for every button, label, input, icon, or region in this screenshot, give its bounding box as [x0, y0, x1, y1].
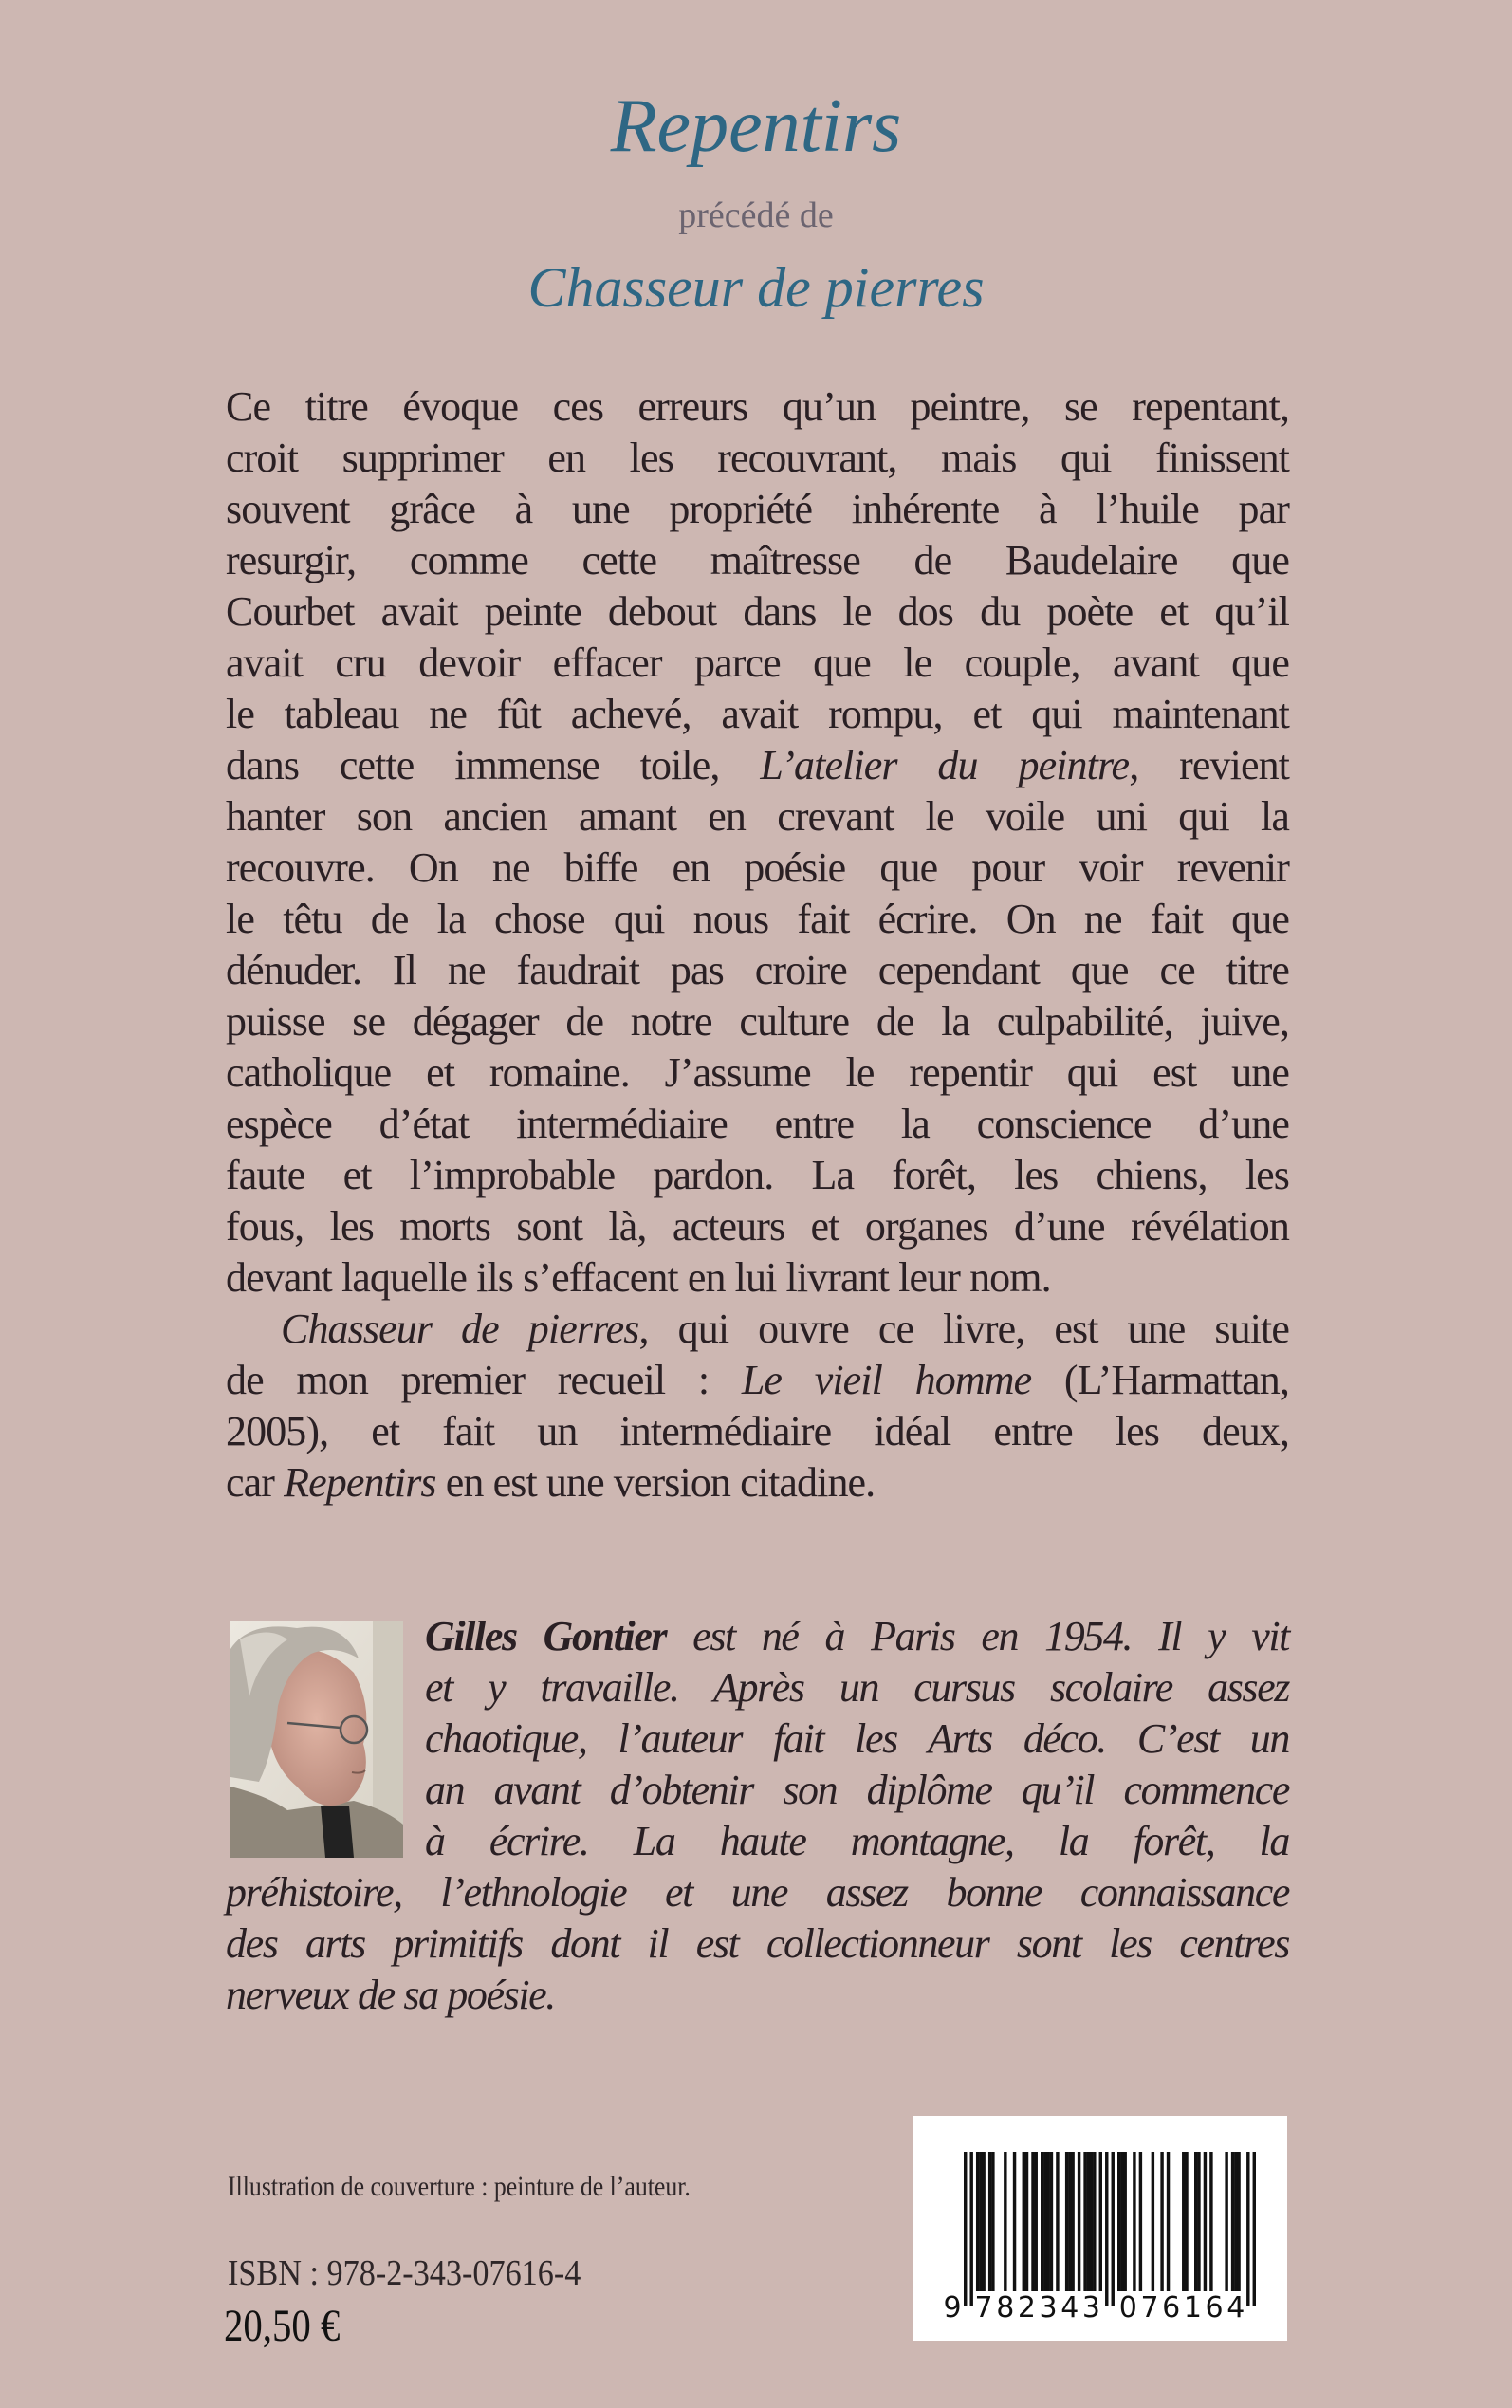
barcode-bar	[1090, 2152, 1093, 2291]
text-segment: (L’Harmattan,	[1031, 1357, 1290, 1403]
text-line	[226, 1457, 1289, 1509]
barcode-bar	[1123, 2152, 1126, 2291]
blurb-paragraph	[226, 381, 1289, 1304]
italic-title: Chasseur de pierres	[281, 1306, 639, 1352]
text-segment: Courbet avait peinte debout dans le dos du poète et qu’il	[226, 588, 1289, 635]
barcode-digit: 3	[1081, 2291, 1101, 2325]
barcode-bar	[1065, 2152, 1068, 2291]
text-segment: préhistoire, l’ethnologie et une assez bonne connaissance	[226, 1869, 1289, 1916]
barcode-bar	[1152, 2152, 1154, 2291]
barcode-bar	[969, 2152, 972, 2306]
barcode-bar	[1035, 2152, 1038, 2291]
barcode-bar	[1068, 2152, 1071, 2291]
barcode-bar	[988, 2152, 991, 2291]
barcode-bar	[1093, 2152, 1096, 2291]
barcode-bar	[1246, 2152, 1249, 2306]
text-line	[226, 484, 1289, 535]
barcode-bar	[1133, 2152, 1135, 2291]
barcode-bar	[1023, 2152, 1025, 2291]
text-segment: , qui ouvre ce livre, est une suite	[638, 1306, 1289, 1352]
barcode-digit: 4	[1060, 2291, 1079, 2325]
text-line	[226, 740, 1289, 791]
barcode-bar	[1117, 2152, 1120, 2291]
price: 20,50 €	[224, 2301, 341, 2351]
author-bio	[226, 1611, 1289, 2021]
barcode-bar	[1087, 2152, 1090, 2291]
text-segment: et y travaille. Après un cursus scolaire assez	[425, 1664, 1289, 1711]
text-line	[226, 843, 1289, 894]
text-line	[425, 1662, 1289, 1713]
text-line	[226, 1099, 1289, 1150]
text-line	[226, 1355, 1289, 1406]
text-line	[226, 1406, 1289, 1457]
text-line	[226, 894, 1289, 945]
text-segment: fous, les morts sont là, acteurs et organes d’une révélation	[226, 1203, 1289, 1250]
text-line	[226, 433, 1289, 484]
barcode-digit: 1	[1183, 2291, 1202, 2325]
barcode-bar	[964, 2152, 967, 2306]
blurb-paragraph	[226, 1304, 1289, 1509]
text-segment: faute et l’improbable pardon. La forêt, les chiens, les	[226, 1152, 1289, 1198]
barcode-bar	[982, 2152, 985, 2291]
barcode-bar	[1046, 2152, 1049, 2291]
cover-illustration-credit: Illustration de couverture : peinture de l’auteur.	[228, 2171, 691, 2202]
italic-title: Le vieil homme	[741, 1357, 1032, 1403]
text-segment: des arts primitifs dont il est collectionneur sont les centres	[226, 1920, 1289, 1967]
barcode-bar	[1105, 2152, 1108, 2306]
author-name: Gilles Gontier	[425, 1613, 667, 1659]
text-line	[226, 689, 1289, 740]
subtitle-connector: précédé de	[678, 195, 834, 235]
text-line	[226, 1867, 1289, 1918]
barcode-bar	[1112, 2152, 1115, 2306]
barcode-bar	[1139, 2152, 1142, 2291]
barcode-digit: 3	[1039, 2291, 1058, 2325]
barcode-bar	[1004, 2152, 1006, 2291]
barcode	[913, 2116, 1287, 2341]
text-line	[226, 1918, 1289, 1970]
text-line	[226, 791, 1289, 843]
text-segment: espèce d’état intermédiaire entre la conscience d’une	[226, 1101, 1289, 1147]
barcode-bar	[976, 2152, 979, 2291]
barcode-bar	[1225, 2152, 1227, 2291]
text-line	[226, 535, 1289, 586]
text-segment: devant laquelle ils s’effacent en lui livrant leur nom.	[226, 1254, 1051, 1301]
text-line	[226, 945, 1289, 996]
barcode-digit: 6	[1205, 2291, 1224, 2325]
text-segment: est né à Paris en 1954. Il y vit	[666, 1613, 1289, 1659]
text-line	[425, 1765, 1289, 1816]
barcode-bar	[1160, 2152, 1163, 2291]
text-line	[226, 381, 1289, 433]
text-line	[226, 586, 1289, 638]
isbn: ISBN : 978-2-343-07616-4	[228, 2253, 581, 2293]
barcode-bar	[1231, 2152, 1234, 2291]
text-segment: an avant d’obtenir son diplôme qu’il commence	[425, 1767, 1289, 1813]
text-segment: souvent grâce à une propriété inhérente à l’huile par	[226, 486, 1289, 532]
text-line	[226, 1047, 1289, 1099]
barcode-bar	[1099, 2152, 1102, 2291]
text-line	[425, 1611, 1289, 1662]
text-segment: recouvre. On ne biffe en poésie que pour voir revenir	[226, 844, 1289, 891]
text-segment: 2005), et fait un intermédiaire idéal entre les deux,	[226, 1408, 1289, 1454]
barcode-bar	[1083, 2152, 1086, 2291]
barcode-bar	[1234, 2152, 1237, 2291]
blurb-text	[226, 381, 1289, 1509]
text-line	[226, 1304, 1289, 1355]
text-segment: , revient	[1129, 742, 1289, 788]
text-segment: croit supprimer en les recouvrant, mais qui finissent	[226, 435, 1289, 481]
barcode-digit: 7	[974, 2291, 993, 2325]
barcode-bar	[1031, 2152, 1034, 2291]
barcode-bar	[1209, 2152, 1212, 2291]
text-segment: le têtu de la chose qui nous fait écrire. On ne fait que	[226, 896, 1289, 942]
text-line	[226, 1150, 1289, 1201]
text-line	[226, 1201, 1289, 1252]
barcode-bar	[979, 2152, 982, 2291]
barcode-bar	[1056, 2152, 1059, 2291]
barcode-bar	[1182, 2152, 1185, 2291]
text-segment: dans cette immense toile,	[226, 742, 761, 788]
barcode-bar	[1025, 2152, 1028, 2291]
barcode-digit: 4	[1226, 2291, 1245, 2325]
barcode-bar	[1078, 2152, 1080, 2291]
text-segment: dénuder. Il ne faudrait pas croire cependant que ce titre	[226, 947, 1289, 993]
barcode-bar	[991, 2152, 994, 2291]
barcode-bar	[1204, 2152, 1207, 2291]
text-segment: hanter son ancien amant en crevant le voile uni qui la	[226, 793, 1289, 840]
barcode-digit: 0	[1118, 2291, 1137, 2325]
barcode-digit: 6	[1162, 2291, 1181, 2325]
barcode-bar	[1120, 2152, 1123, 2291]
barcode-bar	[1013, 2152, 1016, 2291]
barcode-bar	[1194, 2152, 1197, 2291]
barcode-digit: 8	[996, 2291, 1015, 2325]
barcode-bar	[1041, 2152, 1043, 2291]
text-segment: chaotique, l’auteur fait les Arts déco. C’est un	[425, 1715, 1289, 1762]
barcode-bar	[1185, 2152, 1188, 2291]
text-line	[226, 996, 1289, 1047]
barcode-digit: 2	[1017, 2291, 1036, 2325]
barcode-bar	[1050, 2152, 1053, 2291]
text-line	[425, 1816, 1289, 1867]
text-segment: Ce titre évoque ces erreurs qu’un peintre, se repentant,	[226, 383, 1289, 430]
italic-title: L’atelier du peintre	[760, 742, 1130, 788]
book-title: Repentirs	[610, 84, 902, 168]
text-segment: le tableau ne fût achevé, avait rompu, et qui maintenant	[226, 691, 1289, 737]
text-segment: nerveux de sa poésie.	[226, 1972, 555, 2018]
barcode-bar	[1043, 2152, 1046, 2291]
text-segment: puisse se dégager de notre culture de la culpabilité, juive,	[226, 998, 1289, 1045]
text-line	[226, 1252, 1289, 1304]
barcode-bar	[1197, 2152, 1200, 2291]
italic-title: Repentirs	[284, 1459, 436, 1506]
text-line	[425, 1713, 1289, 1765]
barcode-bar	[1071, 2152, 1074, 2291]
text-segment: à écrire. La haute montagne, la forêt, la	[425, 1818, 1289, 1864]
barcode-bar	[1253, 2152, 1256, 2306]
text-segment: resurgir, comme cette maîtresse de Baudelaire que	[226, 537, 1289, 583]
barcode-digit: 9	[943, 2291, 962, 2325]
text-segment: de mon premier recueil :	[226, 1357, 742, 1403]
text-line	[226, 1970, 1289, 2021]
barcode-bar	[1237, 2152, 1240, 2291]
barcode-digit: 7	[1140, 2291, 1159, 2325]
book-subtitle: Chasseur de pierres	[527, 256, 985, 319]
text-segment: car	[226, 1459, 285, 1506]
text-segment: en est une version citadine.	[435, 1459, 876, 1506]
barcode-bar	[1167, 2152, 1170, 2291]
text-segment: avait cru devoir effacer parce que le couple, avant que	[226, 639, 1289, 686]
text-segment: catholique et romaine. J’assume le repentir qui est une	[226, 1049, 1289, 1096]
text-line	[226, 638, 1289, 689]
